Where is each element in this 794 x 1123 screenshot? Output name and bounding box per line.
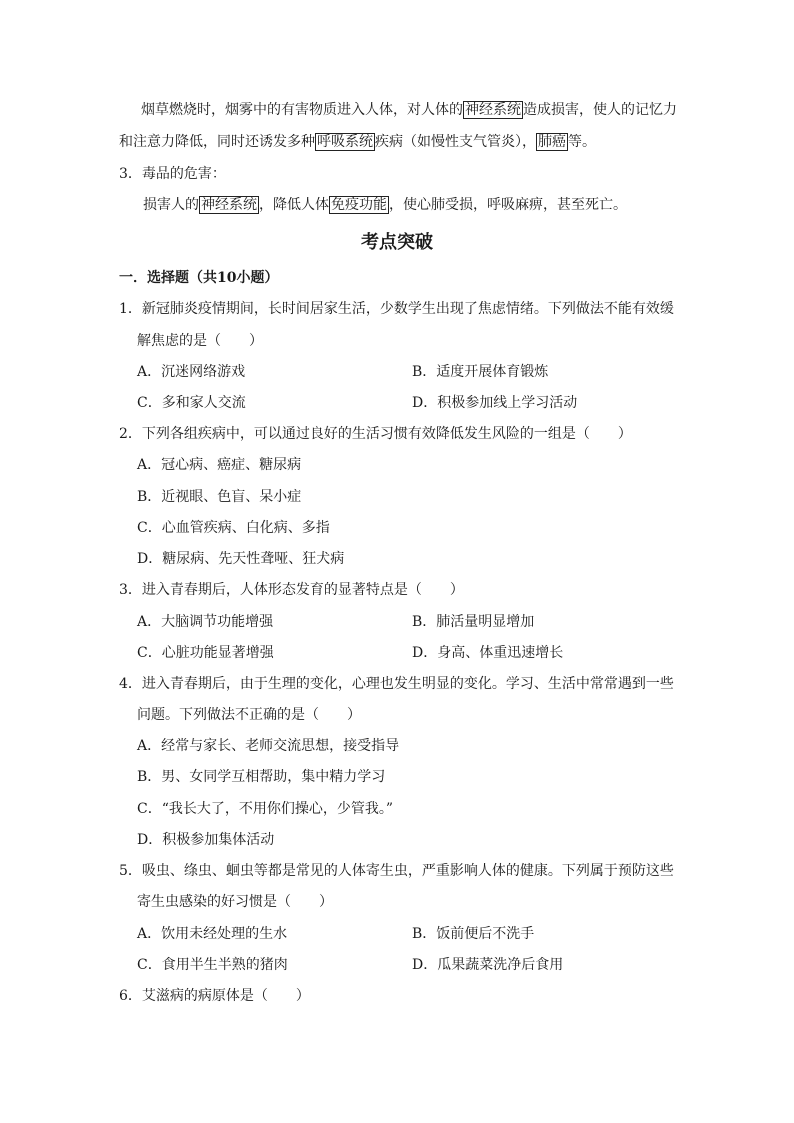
intro-text: ，使心肺受损，呼吸麻痹，甚至死亡。 bbox=[389, 197, 627, 213]
keyword-box: 免疫功能 bbox=[331, 197, 387, 213]
question-5-stem-l2: 寄生虫感染的好习惯是（ ） bbox=[137, 894, 333, 910]
intro-text: 等。 bbox=[568, 134, 596, 150]
question-1-option-c: C．多和家人交流 bbox=[137, 395, 246, 411]
section-heading: 考点突破 bbox=[361, 232, 433, 253]
intro-line-2 bbox=[119, 132, 596, 152]
keyword-box: 神经系统 bbox=[201, 197, 257, 213]
intro-text: 和注意力降低，同时还诱发多种 bbox=[119, 134, 315, 150]
question-3-stem: 3．进入青春期后，人体形态发育的显著特点是（ ） bbox=[119, 582, 464, 598]
question-5-option-d: D．瓜果蔬菜洗净后食用 bbox=[412, 957, 564, 973]
keyword-box: 神经系统 bbox=[465, 102, 521, 118]
question-5-option-c: C．食用半生半熟的猪肉 bbox=[137, 957, 288, 973]
keyword-box: 呼吸系统 bbox=[317, 134, 373, 150]
question-3-option-d: D．身高、体重迅速增长 bbox=[412, 645, 564, 661]
keyword-box: 肺癌 bbox=[538, 134, 566, 150]
intro-text: 损害人的 bbox=[143, 197, 199, 213]
question-5-stem-l1: 5．吸虫、绦虫、蛔虫等都是常见的人体寄生虫，严重影响人体的健康。下列属于预防这些 bbox=[119, 863, 674, 879]
question-4-option-c: C．“我长大了，不用你们操心，少管我。” bbox=[137, 801, 394, 817]
question-4-option-d: D．积极参加集体活动 bbox=[137, 832, 275, 848]
question-2-option-b: B．近视眼、色盲、呆小症 bbox=[137, 489, 302, 505]
item3-body bbox=[143, 195, 627, 215]
question-4-stem-l2: 问题。下列做法不正确的是（ ） bbox=[137, 707, 361, 723]
intro-text: 造成损害，使人的记忆力 bbox=[523, 102, 677, 118]
intro-text: 烟草燃烧时，烟雾中的有害物质进入人体，对人体的 bbox=[141, 102, 463, 118]
question-5-option-b: B．饭前便后不洗手 bbox=[412, 926, 535, 942]
question-1-stem-l2: 解焦虑的是（ ） bbox=[137, 333, 263, 349]
item3-title: 3．毒品的危害： bbox=[119, 166, 226, 182]
question-3-option-b: B．肺活量明显增加 bbox=[412, 614, 535, 630]
question-6-stem: 6．艾滋病的病原体是（ ） bbox=[119, 988, 310, 1004]
question-2-option-d: D．糖尿病、先天性聋哑、狂犬病 bbox=[137, 551, 345, 567]
intro-line-1 bbox=[141, 100, 677, 120]
question-2-option-a: A．冠心病、癌症、糖尿病 bbox=[137, 457, 302, 473]
question-1-option-d: D．积极参加线上学习活动 bbox=[412, 395, 578, 411]
question-4-option-b: B．男、女同学互相帮助，集中精力学习 bbox=[137, 769, 386, 785]
question-1-option-b: B．适度开展体育锻炼 bbox=[412, 364, 549, 380]
question-2-option-c: C．心血管疾病、白化病、多指 bbox=[137, 520, 330, 536]
question-4-stem-l1: 4．进入青春期后，由于生理的变化，心理也发生明显的变化。学习、生活中常常遇到一些 bbox=[119, 676, 674, 692]
section-label: 一．选择题（共10小题） bbox=[119, 270, 279, 286]
question-3-option-c: C．心脏功能显著增强 bbox=[137, 645, 274, 661]
intro-text: ，降低人体 bbox=[259, 197, 329, 213]
intro-text: 疾病（如慢性支气管炎）， bbox=[375, 134, 536, 150]
question-4-option-a: A．经常与家长、老师交流思想，接受指导 bbox=[137, 738, 400, 754]
question-2-stem: 2．下列各组疾病中，可以通过良好的生活习惯有效降低发生风险的一组是（ ） bbox=[119, 426, 632, 442]
question-5-option-a: A．饮用未经处理的生水 bbox=[137, 926, 288, 942]
question-1-stem-l1: 1．新冠肺炎疫情期间，长时间居家生活，少数学生出现了焦虑情绪。下列做法不能有效缓 bbox=[119, 301, 674, 317]
question-1-option-a: A．沉迷网络游戏 bbox=[137, 364, 246, 380]
question-3-option-a: A．大脑调节功能增强 bbox=[137, 614, 274, 630]
